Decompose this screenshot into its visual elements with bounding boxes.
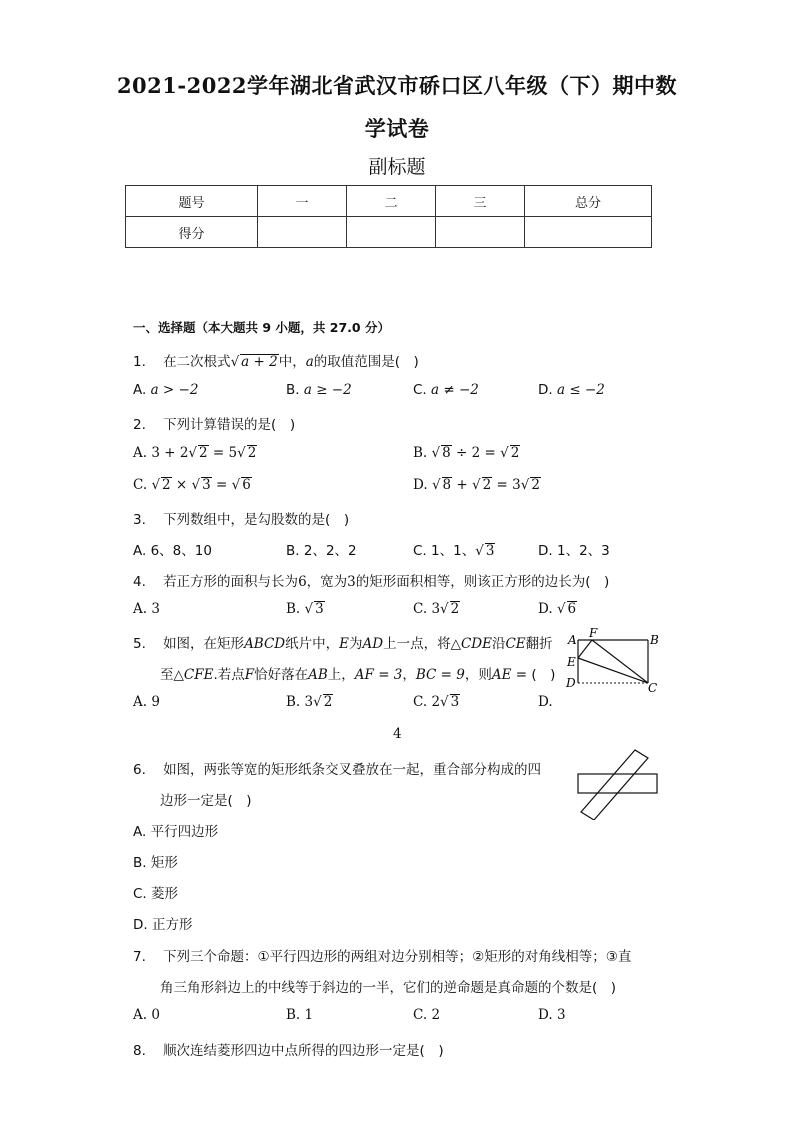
q3-option-d[interactable] xyxy=(538,539,610,559)
q1-option-d[interactable] xyxy=(538,382,605,398)
math-var: a xyxy=(305,354,314,370)
question-number: 8. xyxy=(133,1043,146,1059)
q3-option-b[interactable] xyxy=(286,539,357,559)
option-label: B. xyxy=(286,1007,301,1023)
question-number: 3. xyxy=(133,512,146,528)
q1-option-a[interactable] xyxy=(133,382,198,398)
math-var: AB xyxy=(308,667,328,683)
option-label: C. xyxy=(413,694,428,710)
option-label: A. xyxy=(133,694,148,710)
radical-sign: √ xyxy=(188,445,198,461)
option-text: × xyxy=(171,477,192,493)
q5-option-c[interactable] xyxy=(413,694,460,710)
radicand: 2 xyxy=(531,477,540,493)
option-text: 平行四边形 xyxy=(150,824,219,840)
radical-sign: √ xyxy=(231,477,241,493)
option-label: D. xyxy=(538,694,553,710)
question-text: 若正方形的面积与长为 xyxy=(163,574,299,590)
label-e: E xyxy=(567,655,576,669)
question-number: 7. xyxy=(133,949,146,965)
option-text: a ≥ −2 xyxy=(303,382,352,398)
option-text: 3 xyxy=(556,1007,566,1023)
q6-option-b[interactable] xyxy=(133,851,178,871)
option-label: D. xyxy=(538,601,553,617)
option-text: 菱形 xyxy=(151,886,179,902)
option-label: C. xyxy=(413,382,427,398)
q3-option-c[interactable] xyxy=(413,539,495,559)
option-text: 矩形 xyxy=(150,855,178,871)
option-text: 3 + 2 xyxy=(151,445,189,461)
score-header-cell: 一 xyxy=(258,186,347,217)
question-4-stem xyxy=(133,570,609,590)
score-header-cell: 总分 xyxy=(525,186,652,217)
question-1-stem xyxy=(133,350,419,370)
score-header-cell: 二 xyxy=(347,186,436,217)
option-text: 1、1、 xyxy=(431,543,476,559)
q7-option-c[interactable] xyxy=(413,1007,440,1023)
math-var: BC = 9 xyxy=(415,667,465,683)
option-label: D. xyxy=(538,543,553,559)
option-text: 3 xyxy=(431,601,441,617)
question-text: 下列三个命题：①平行四边形的两组对边分别相等；②矩形的对角线相等；③直 xyxy=(163,949,632,965)
radicand: 2 xyxy=(162,477,171,493)
option-label: B. xyxy=(133,855,147,871)
score-header-cell: 三 xyxy=(436,186,525,217)
q5-option-a[interactable] xyxy=(133,694,160,710)
radicand: 6 xyxy=(567,601,577,617)
q1-option-c[interactable] xyxy=(413,382,479,398)
radicand: 3 xyxy=(450,694,460,710)
option-text: 3 xyxy=(151,601,160,617)
question-text: ，则 xyxy=(464,667,492,683)
question-5-stem-line1 xyxy=(133,632,553,652)
section-heading: 一、选择题（本大题共 9 小题，共 27.0 分） xyxy=(133,320,390,335)
option-label: B. xyxy=(286,382,300,398)
option-text: 0 xyxy=(151,1007,160,1023)
question-text: 恰好落在 xyxy=(254,667,309,683)
question-number: 1. xyxy=(133,354,146,370)
math-var: AE = xyxy=(491,667,532,683)
q4-option-a[interactable] xyxy=(133,601,160,617)
option-label: C. xyxy=(413,1007,428,1023)
math-var: E xyxy=(339,636,349,652)
question-text: 的取值范围是( ) xyxy=(313,354,419,370)
radical-sign: √ xyxy=(440,601,449,617)
math-var: AD xyxy=(362,636,384,652)
math-var: CE xyxy=(505,636,526,652)
radicand: 3 xyxy=(315,601,324,617)
segment-ec xyxy=(578,658,648,683)
radicand: 8 xyxy=(442,477,452,493)
q7-option-b[interactable] xyxy=(286,1007,313,1023)
question-number: 5. xyxy=(133,636,146,652)
q2-option-d[interactable] xyxy=(413,477,541,493)
question-text: 上一点，将 xyxy=(383,636,451,652)
radical-sign: √ xyxy=(313,694,322,710)
radical-sign: √ xyxy=(440,694,449,710)
option-text: + xyxy=(452,477,473,493)
option-text: = xyxy=(211,477,232,493)
radicand: 6 xyxy=(242,477,251,493)
option-text: a > −2 xyxy=(150,382,199,398)
option-text: 2、2、2 xyxy=(303,543,357,559)
question-text: 下列计算错误的是( ) xyxy=(163,417,296,433)
question-text: 在二次根式 xyxy=(163,354,231,370)
radicand: 2 xyxy=(482,477,492,493)
segment-fc xyxy=(592,640,648,683)
question-text: 如图，两张等宽的矩形纸条交叉叠放在一起，重合部分构成的四 xyxy=(163,762,542,778)
math-var: ABCD xyxy=(244,636,286,652)
question-text: .若点 xyxy=(213,667,245,683)
label-c: C xyxy=(648,681,658,694)
q7-option-a[interactable] xyxy=(133,1007,160,1023)
radical-sign: √ xyxy=(237,445,246,461)
option-label: D. xyxy=(413,477,428,493)
q4-option-d[interactable] xyxy=(538,601,577,617)
question-text: 顺次连结菱形四边中点所得的四边形一定是( ) xyxy=(163,1043,444,1059)
score-input-cell[interactable] xyxy=(525,217,652,248)
option-label: B. xyxy=(286,694,301,710)
radical-sign: √ xyxy=(151,477,161,493)
radical-sign: √ xyxy=(475,543,484,559)
option-text: 2 xyxy=(431,1007,441,1023)
option-text: a ≤ −2 xyxy=(556,382,605,398)
radicand: 2 xyxy=(450,601,460,617)
option-label: B. xyxy=(286,601,301,617)
question-number: 6. xyxy=(133,762,146,778)
question-number: 4. xyxy=(133,574,146,590)
option-text: 3 xyxy=(304,694,314,710)
radicand: 8 xyxy=(442,445,451,461)
label-f: F xyxy=(589,628,598,640)
option-label: A. xyxy=(133,824,147,840)
q2-option-c[interactable] xyxy=(133,477,252,493)
question-text: 如图，在矩形 xyxy=(163,636,245,652)
q6-option-c[interactable] xyxy=(133,882,178,902)
option-label: A. xyxy=(133,445,148,461)
radical-sign: √ xyxy=(230,354,240,370)
radical-sign: √ xyxy=(500,445,509,461)
radicand: a + 2 xyxy=(241,354,278,370)
question-text: ，宽为 xyxy=(306,574,348,590)
question-text: 至 xyxy=(160,667,174,683)
q4-option-c[interactable] xyxy=(413,601,460,617)
q5-option-d-text: 4 xyxy=(393,726,402,742)
q2-option-b[interactable] xyxy=(413,445,520,461)
option-text: 2 xyxy=(431,694,441,710)
question-5-stem-line2 xyxy=(160,663,555,683)
option-label: C. xyxy=(133,477,148,493)
label-d: D xyxy=(566,676,576,690)
q6-option-a[interactable] xyxy=(133,820,218,840)
score-table-row xyxy=(126,217,652,248)
option-text: 9 xyxy=(151,694,160,710)
radical-sign: √ xyxy=(191,477,201,493)
question-text: 下列数组中，是勾股数的是( ) xyxy=(163,512,350,528)
label-b: B xyxy=(650,633,659,647)
score-input-cell[interactable] xyxy=(436,217,525,248)
diagonal-strip xyxy=(581,750,648,820)
label-a: A xyxy=(568,633,577,647)
option-label: D. xyxy=(538,382,553,398)
question-text: 沿 xyxy=(491,636,506,652)
question-text: 纸片中， xyxy=(285,636,340,652)
option-label: B. xyxy=(413,445,428,461)
score-table xyxy=(125,185,652,248)
question-text: ， xyxy=(402,667,416,683)
option-label: A. xyxy=(133,601,148,617)
question-text: 为 xyxy=(349,636,363,652)
option-label: B. xyxy=(286,543,300,559)
math-number: 3 xyxy=(347,574,356,590)
option-label: C. xyxy=(413,543,427,559)
option-text: 1、2、3 xyxy=(556,543,610,559)
q2-option-a[interactable] xyxy=(133,445,257,461)
question-text: ( ) xyxy=(531,667,556,683)
q6-crossed-strips-figure xyxy=(574,748,662,820)
option-label: A. xyxy=(133,1007,148,1023)
radicand: 2 xyxy=(510,445,520,461)
radicand: 2 xyxy=(247,445,257,461)
option-text: = 5 xyxy=(208,445,238,461)
option-text: 1 xyxy=(304,1007,314,1023)
math-var: AF = 3 xyxy=(354,667,403,683)
q5-option-d[interactable] xyxy=(538,694,553,710)
math-var: △CFE xyxy=(173,667,214,683)
option-text: a ≠ −2 xyxy=(431,382,479,398)
math-var: △CDE xyxy=(450,636,492,652)
question-text: 翻折 xyxy=(525,636,553,652)
question-2-stem xyxy=(133,413,295,433)
radical-sign: √ xyxy=(472,477,481,493)
radicand: 3 xyxy=(485,543,495,559)
question-6-stem-line1 xyxy=(133,758,541,778)
score-row-label: 得分 xyxy=(126,217,258,248)
horizontal-strip xyxy=(578,774,657,793)
exam-title-line1: 2021-2022学年湖北省武汉市硚口区八年级（下）期中数 xyxy=(116,73,678,98)
math-var: F xyxy=(244,667,255,683)
question-text: 上， xyxy=(327,667,355,683)
q3-option-a[interactable] xyxy=(133,539,212,559)
radical-sign: √ xyxy=(556,601,566,617)
score-input-cell[interactable] xyxy=(347,217,436,248)
option-label: A. xyxy=(133,543,147,559)
radical-sign: √ xyxy=(520,477,530,493)
option-label: D. xyxy=(133,917,148,933)
question-7-stem-line2: 角三角形斜边上的中线等于斜边的一半，它们的逆命题是真命题的个数是( ) xyxy=(160,980,617,996)
option-text: = 3 xyxy=(492,477,521,493)
score-input-cell[interactable] xyxy=(258,217,347,248)
exam-subtitle: 副标题 xyxy=(368,156,426,178)
radical-sign: √ xyxy=(431,445,441,461)
question-number: 2. xyxy=(133,417,146,433)
radical-sign: √ xyxy=(304,601,314,617)
option-text: ÷ 2 = xyxy=(451,445,501,461)
q7-option-d[interactable] xyxy=(538,1007,566,1023)
question-text: 中， xyxy=(278,354,306,370)
option-label: C. xyxy=(133,886,147,902)
q4-option-b[interactable] xyxy=(286,601,325,617)
option-text: 6、8、10 xyxy=(150,543,212,559)
score-table-header-row xyxy=(126,186,652,217)
question-7-stem-line1 xyxy=(133,945,631,965)
q1-option-b[interactable] xyxy=(286,382,352,398)
exam-title-line2: 学试卷 xyxy=(364,116,430,141)
q6-option-d[interactable] xyxy=(133,913,192,933)
option-label: A. xyxy=(133,382,147,398)
q5-rectangle-figure xyxy=(562,628,662,694)
radicand: 2 xyxy=(199,445,208,461)
segment-ef xyxy=(578,640,592,658)
math-number: 6 xyxy=(298,574,307,590)
question-text: 的矩形面积相等，则该正方形的边长为( ) xyxy=(355,574,610,590)
radicand: 2 xyxy=(323,694,333,710)
score-header-cell: 题号 xyxy=(126,186,258,217)
radical-sign: √ xyxy=(431,477,441,493)
question-8-stem xyxy=(133,1039,444,1059)
question-3-stem xyxy=(133,508,349,528)
question-6-stem-line2: 边形一定是( ) xyxy=(160,793,252,809)
option-label: C. xyxy=(413,601,428,617)
radicand: 3 xyxy=(202,477,211,493)
q5-option-b[interactable] xyxy=(286,694,333,710)
option-label: D. xyxy=(538,1007,553,1023)
option-text: 正方形 xyxy=(151,917,193,933)
